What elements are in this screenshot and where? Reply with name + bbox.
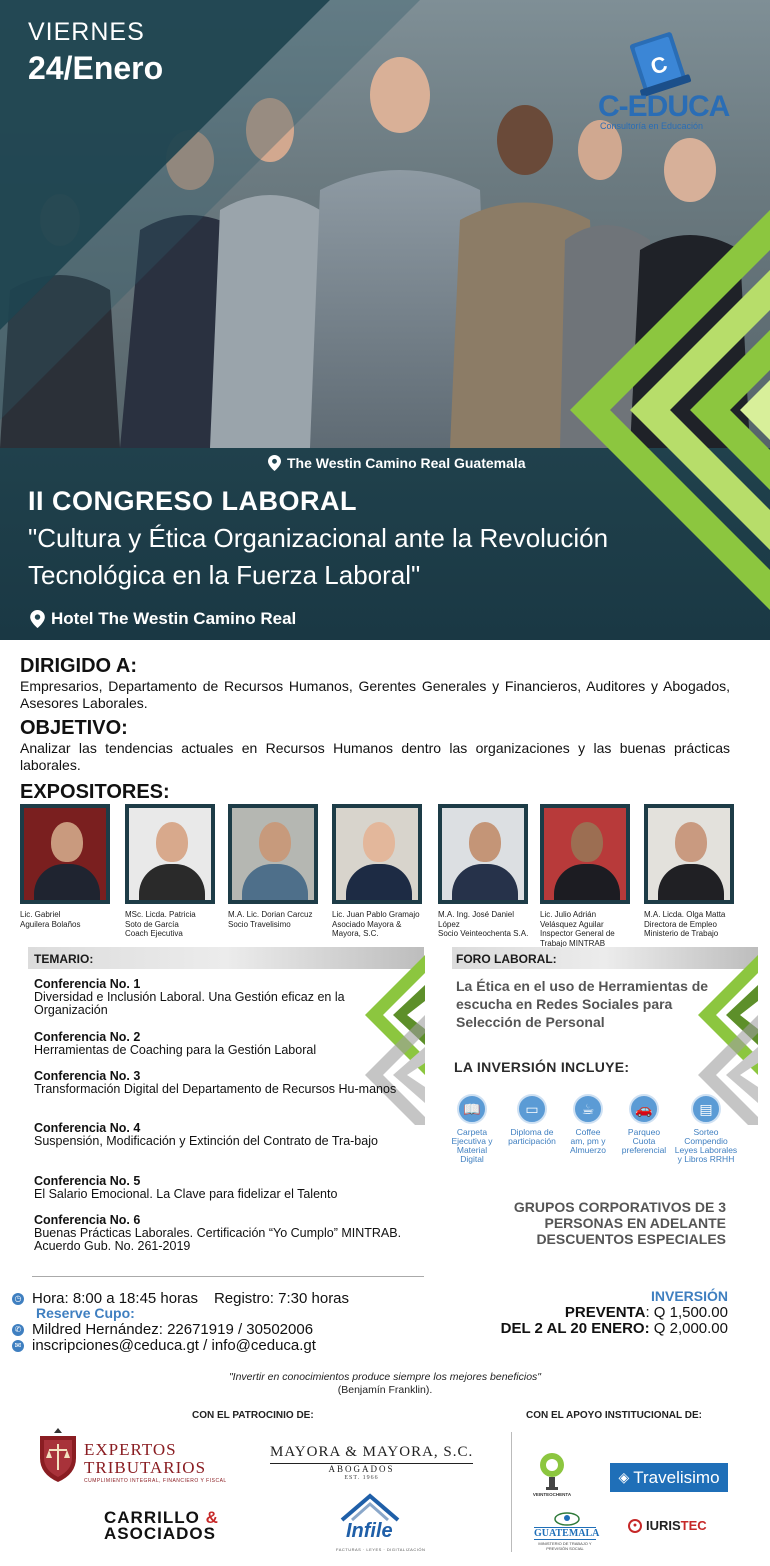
infile-tagline: FACTURAS · LEYES · DIGITALIZACIÓN [336, 1547, 426, 1552]
mayora-subtitle: ABOGADOS [328, 1464, 395, 1474]
objetivo-heading: OBJETIVO: [20, 717, 128, 739]
inversion-title: INVERSIÓN [650, 1288, 728, 1304]
ceduca-logo-subtitle: Consultoría en Educación [600, 121, 704, 131]
congress-title: II CONGRESO LABORAL [28, 486, 358, 516]
carrillo-name: CARRILLO [104, 1508, 200, 1527]
registro-text: Registro: 7:30 horas [213, 1290, 350, 1307]
speaker-card [125, 804, 217, 939]
iuristec-ring-icon: ● [628, 1519, 642, 1533]
veinteochenta-logo-text: VEINTEOCHENTA [532, 1492, 572, 1497]
quote-author: (Benjamín Franklin). [337, 1383, 433, 1396]
svg-text:C: C [647, 50, 671, 80]
speaker-photo-head [675, 822, 707, 862]
preventa-label: PREVENTA [564, 1304, 646, 1321]
sponsor-divider [511, 1432, 512, 1552]
iuristec-text-1: IURIS [646, 1518, 681, 1533]
phone-icon: ✆ [12, 1324, 24, 1336]
speaker-caption: Lic. Gabriel Aguilera Bolaños [20, 910, 81, 929]
inversion-incluye-heading: LA INVERSIÓN INCLUYE: [454, 1059, 630, 1075]
include-item [612, 1094, 676, 1155]
ceduca-logo-text: C-EDUCA [598, 90, 730, 123]
travelisimo-diamond-icon: ◈ [618, 1469, 630, 1485]
conference-item [34, 1070, 404, 1096]
quote-text: "Invertir en conocimientos produce siempre los mejores beneficios" [228, 1371, 542, 1383]
event-day: VIERNES [28, 18, 145, 46]
include-item [440, 1094, 504, 1164]
conference-extra: Acuerdo Gub. No. 261-2019 [34, 1239, 191, 1253]
conference-item [34, 1175, 404, 1201]
infile-logo-text: Infile [346, 1520, 393, 1542]
mayora-logo-text: MAYORA & MAYORA, S.C. [270, 1444, 473, 1464]
conference-description: Diversidad e Inclusión Laboral. Una Gestión eficaz en la Organización [34, 990, 345, 1017]
location-pin-icon [30, 610, 45, 628]
expertos-tagline: CUMPLIMIENTO INTEGRAL, FINANCIERO Y FISCAL [84, 1478, 227, 1484]
iuristec-text-2: TEC [680, 1518, 707, 1533]
speaker-photo-head [363, 822, 395, 862]
conference-description: Herramientas de Coaching para la Gestión Laboral [34, 1043, 317, 1057]
event-date: 24/Enero [28, 50, 164, 86]
preventa-line [400, 1304, 728, 1321]
conference-item [34, 1122, 404, 1148]
speaker-photo [20, 804, 110, 904]
guatemala-logo-subtitle: MINISTERIO DE TRABAJO Y PREVISIÓN SOCIAL [538, 1541, 592, 1551]
conference-description: El Salario Emocional. La Clave para fidelizar el Talento [34, 1187, 338, 1201]
expertos-name-2: TRIBUTARIOS [84, 1458, 207, 1477]
include-text: Carpeta Ejecutiva y Material Digital [451, 1127, 493, 1164]
hora-text: Hora: 8:00 a 18:45 horas [32, 1290, 198, 1307]
clock-icon: ◷ [12, 1293, 24, 1305]
preventa-value: : Q 1,500.00 [645, 1304, 728, 1321]
email-icon: ✉ [12, 1340, 24, 1352]
include-text: Sorteo Compendio Leyes Laborales y Libros RRHH [674, 1127, 738, 1164]
conference-description: Suspensión, Modificación y Extinción del Contrato de Tra-bajo [34, 1134, 378, 1148]
foro-title: La Ética en el uso de Herramientas de escucha en Redes Sociales para Selección de Personal [456, 978, 709, 1030]
venue-bottom-text: Hotel The Westin Camino Real [51, 609, 297, 628]
conference-description: Transformación Digital del Departamento de Recursos Hu-manos [34, 1082, 397, 1096]
foro-label: FORO LABORAL: [456, 952, 557, 966]
location-pin-icon [268, 455, 281, 471]
congress-subtitle: "Cultura y Ética Organizacional ante la Revolución Tecnológica en la Fuerza Laboral" [28, 523, 609, 590]
speaker-caption: Lic. Juan Pablo Gramajo Asociado Mayora & Mayora, S.C. [332, 910, 420, 938]
carrillo-logo-text [104, 1510, 219, 1542]
speaker-photo-head [51, 822, 83, 862]
speaker-photo [125, 804, 215, 904]
include-item [556, 1094, 620, 1155]
expositores-heading: EXPOSITORES: [20, 781, 170, 803]
regular-value: Q 2,000.00 [649, 1320, 728, 1337]
include-text: Coffee am, pm y Almuerzo [570, 1127, 606, 1155]
speaker-card [228, 804, 320, 929]
raffle-icon: ▤ [691, 1094, 721, 1124]
speaker-caption: Lic. Julio Adrián Velásquez Aguilar Inspector General de Trabajo MINTRAB [540, 910, 615, 948]
speaker-card [644, 804, 736, 939]
iuristec-logo [628, 1518, 707, 1533]
mayora-established: EST. 1966 [344, 1475, 379, 1481]
expertos-name-1: EXPERTOS [84, 1440, 177, 1459]
conference-item [34, 1214, 404, 1253]
travelisimo-logo [610, 1463, 728, 1492]
speaker-photo [332, 804, 422, 904]
regular-line [400, 1320, 728, 1337]
book-icon: 📖 [457, 1094, 487, 1124]
conference-item [34, 1031, 404, 1057]
travelisimo-logo-text: Travelisimo [633, 1467, 720, 1487]
speaker-photo-head [259, 822, 291, 862]
include-item [674, 1094, 738, 1164]
speaker-card [438, 804, 530, 939]
guatemala-logo-text: GUATEMALA [534, 1528, 600, 1539]
apoyo-label: CON EL APOYO INSTITUCIONAL DE: [526, 1410, 702, 1421]
coffee-icon: ☕ [573, 1094, 603, 1124]
temario-label: TEMARIO: [34, 952, 94, 966]
quote [120, 1371, 650, 1396]
speaker-photo-head [156, 822, 188, 862]
speaker-caption: M.A. Lic. Dorian Carcuz Socio Travelisimo [228, 910, 313, 929]
conference-title: Conferencia No. 6 [34, 1213, 141, 1227]
objetivo-text: Analizar las tendencias actuales en Recursos Humanos dentro las organizaciones y las buenas prácticas laborales. [20, 740, 730, 773]
speakers-row [20, 804, 760, 949]
speaker-photo [438, 804, 528, 904]
speaker-photo-head [571, 822, 603, 862]
venue-top [268, 455, 526, 471]
guatemala-emblem-icon [553, 1510, 581, 1526]
speaker-photo [540, 804, 630, 904]
grupos-corporativos: GRUPOS CORPORATIVOS DE 3 PERSONAS EN ADELANTE DESCUENTOS ESPECIALES [513, 1199, 726, 1247]
email-text[interactable]: inscripciones@ceduca.gt / info@ceduca.gt [32, 1337, 316, 1354]
include-text: Parqueo Cuota preferencial [621, 1127, 667, 1155]
venue-bottom [30, 609, 296, 629]
dirigido-heading: DIRIGIDO A: [20, 655, 138, 677]
parking-icon: 🚗 [629, 1094, 659, 1124]
carrillo-asociados: ASOCIADOS [104, 1524, 216, 1543]
expertos-shield-logo-icon [36, 1428, 80, 1482]
conference-title: Conferencia No. 3 [34, 1069, 141, 1083]
patrocinio-label: CON EL PATROCINIO DE: [192, 1410, 314, 1421]
speaker-caption: MSc. Licda. Patricia Soto de García Coach Ejecutiva [125, 910, 196, 938]
divider [32, 1276, 424, 1277]
speaker-photo [228, 804, 318, 904]
speaker-caption: M.A. Licda. Olga Matta Directora de Empleo Ministerio de Trabajo [644, 910, 726, 938]
conference-title: Conferencia No. 2 [34, 1030, 141, 1044]
speaker-photo-head [469, 822, 501, 862]
speaker-photo [644, 804, 734, 904]
infile-roof-logo-icon [338, 1490, 402, 1522]
speaker-card [540, 804, 632, 948]
speaker-card [20, 804, 112, 929]
diploma-icon: ▭ [517, 1094, 547, 1124]
reserve-label: Reserve Cupo: [36, 1305, 135, 1321]
conference-title: Conferencia No. 4 [34, 1121, 141, 1135]
venue-top-text: The Westin Camino Real Guatemala [287, 455, 526, 471]
speaker-caption: M.A. Ing. José Daniel López Socio Veinteochenta S.A. [438, 910, 529, 938]
conference-title: Conferencia No. 1 [34, 977, 141, 991]
phone-text[interactable]: Mildred Hernández: 22671919 / 30502006 [32, 1321, 314, 1338]
conference-item [34, 978, 404, 1017]
include-text: Diploma de participación [508, 1127, 556, 1146]
speaker-card [332, 804, 424, 939]
conference-title: Conferencia No. 5 [34, 1174, 141, 1188]
expertos-logo-text [84, 1441, 206, 1477]
include-item [500, 1094, 564, 1146]
veinteochenta-bulb-logo-icon [537, 1451, 567, 1493]
dirigido-text: Empresarios, Departamento de Recursos Humanos, Gerentes Generales y Financieros, Auditores y Abogados, Asesores Laborales. [20, 678, 730, 711]
conference-description: Buenas Prácticas Laborales. Certificación “Yo Cumplo” MINTRAB. [34, 1226, 402, 1240]
carrillo-ampersand: & [205, 1508, 219, 1527]
email-row [12, 1337, 316, 1354]
regular-label: DEL 2 AL 20 ENERO: [500, 1320, 650, 1337]
phone-row [12, 1321, 313, 1338]
hero-banner [0, 0, 770, 640]
